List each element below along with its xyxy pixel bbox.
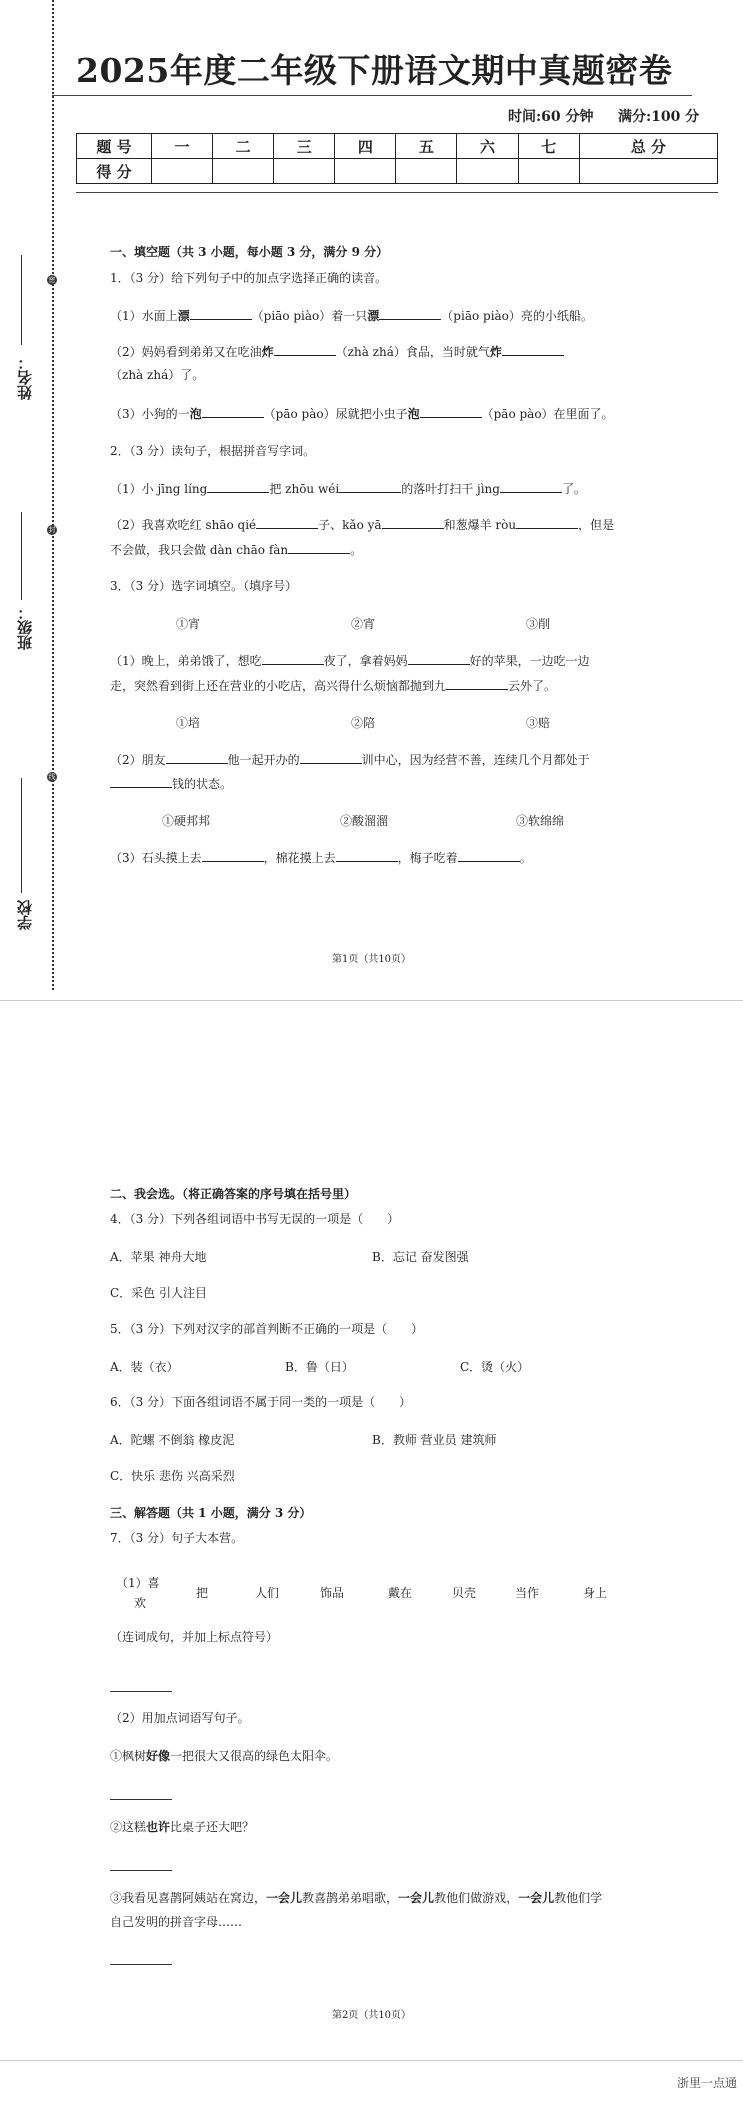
question-6: 6．（3 分）下面各组词语不属于同一类的一项是（ ） — [110, 1395, 412, 1409]
word-card: 把 — [196, 1586, 209, 1600]
word-card: 饰品 — [320, 1586, 345, 1600]
score-cell[interactable] — [213, 159, 274, 184]
answer-blank[interactable] — [166, 751, 228, 764]
text: ③我看见喜鹊阿姨站在窝边， — [110, 1891, 267, 1905]
text: 把 zhōu wéi — [269, 482, 340, 496]
text: （1）水面上 — [110, 309, 178, 323]
score-cell[interactable] — [518, 159, 579, 184]
option[interactable]: C．快乐 悲伤 兴高采烈 — [110, 1469, 235, 1483]
answer-blank[interactable] — [502, 343, 564, 356]
text: （1）晚上，弟弟饿了，想吃 — [110, 654, 262, 668]
score-cell: 题 号 — [77, 134, 152, 159]
answer-blank[interactable] — [446, 677, 508, 690]
word-card: 贝壳 — [452, 1586, 477, 1600]
text: 教喜鹊弟弟唱歌， — [302, 1891, 399, 1905]
score-cell[interactable] — [335, 159, 396, 184]
time-info: 时间:60 分钟 — [508, 109, 594, 125]
score-cell: 五 — [396, 134, 457, 159]
text: 不会做，我只会做 dàn chāo fàn — [110, 543, 289, 557]
answer-blank[interactable] — [339, 480, 401, 493]
text: 教他们学 — [554, 1891, 603, 1905]
dotted-char: 泡 — [189, 407, 202, 421]
answer-blank[interactable] — [190, 307, 252, 320]
score-cell[interactable] — [457, 159, 518, 184]
word-card: 欢 — [134, 1596, 147, 1610]
option: ①培 — [176, 716, 201, 730]
text: （zhà zhá）食品，当时就气 — [335, 345, 490, 359]
section-heading: 一、填空题（共 3 小题，每小题 3 分，满分 9 分） — [110, 245, 389, 259]
binding-dotted-line — [52, 0, 54, 990]
question-3-1-cont — [110, 677, 556, 695]
word-card: 戴在 — [388, 1586, 413, 1600]
text: 子、kǎo yā — [318, 518, 382, 532]
score-table — [76, 133, 718, 184]
answer-line[interactable] — [110, 1964, 172, 1965]
text: ，但是 — [578, 518, 615, 532]
text: 比桌子还大吧？ — [170, 1820, 255, 1834]
question-3: 3．（3 分）选字词填空。（填序号） — [110, 579, 298, 593]
text: ，梅子吃着 — [397, 851, 458, 865]
score-cell: 一 — [152, 134, 213, 159]
text: 他一起开办的 — [227, 753, 300, 767]
question-2: 2．（3 分）读句子，根据拼音写字词。 — [110, 444, 316, 458]
answer-blank[interactable] — [202, 849, 264, 862]
option[interactable]: C．采色 引人注目 — [110, 1286, 207, 1300]
text: 一把很大又很高的绿色太阳伞。 — [170, 1749, 339, 1763]
word-card: （1）喜 — [116, 1576, 160, 1590]
exam-page-2 — [0, 1010, 743, 2102]
question-7-2: （2）用加点词语写句子。 — [110, 1711, 250, 1725]
school-write-line[interactable] — [21, 778, 22, 893]
dotted-char: 漂 — [367, 309, 380, 323]
text: 夜了，拿着妈妈 — [323, 654, 408, 668]
question-2-1 — [110, 480, 586, 498]
text: （pāo pào）在里面了。 — [481, 407, 614, 421]
question-1-2-cont: （zhà zhá）了。 — [110, 368, 205, 382]
question-2-2-cont — [110, 541, 362, 559]
answer-blank[interactable] — [288, 541, 350, 554]
answer-blank[interactable] — [300, 751, 362, 764]
option[interactable]: B．鲁（日） — [285, 1360, 354, 1374]
word-card: 身上 — [583, 1586, 608, 1600]
answer-blank[interactable] — [202, 405, 264, 418]
text: （piāo piào）着一只 — [251, 309, 368, 323]
question-3-2 — [110, 751, 590, 769]
class-write-line[interactable] — [21, 512, 22, 600]
score-cell: 七 — [518, 134, 579, 159]
section-heading: 二、我会选。（将正确答案的序号填在括号里） — [110, 1187, 357, 1201]
word-card: 人们 — [255, 1586, 280, 1600]
text: 和葱爆羊 ròu — [443, 518, 517, 532]
score-cell: 三 — [274, 134, 335, 159]
text: 走，突然看到街上还在营业的小吃店，高兴得什么烦恼都抛到九 — [110, 679, 447, 693]
sentence-2 — [110, 1819, 254, 1836]
text: ②这糕 — [110, 1820, 147, 1834]
option: ①宵 — [176, 617, 201, 631]
page-footer: 第1页（共10页） — [331, 954, 412, 965]
option[interactable]: A．陀螺 不倒翁 橡皮泥 — [110, 1433, 235, 1447]
question-3-3 — [110, 849, 532, 867]
question-5: 5．（3 分）下列对汉字的部首判断不正确的一项是（ ） — [110, 1322, 424, 1336]
answer-blank[interactable] — [382, 516, 444, 529]
answer-blank[interactable] — [408, 652, 470, 665]
option[interactable]: A．装（衣） — [110, 1360, 179, 1374]
answer-line[interactable] — [110, 1799, 172, 1800]
dotted-word: 一会儿 — [398, 1891, 435, 1905]
answer-blank[interactable] — [207, 480, 269, 493]
score-cell: 得 分 — [77, 159, 152, 184]
score-cell: 六 — [457, 134, 518, 159]
name-write-line[interactable] — [21, 255, 22, 345]
text: （piāo piào）亮的小纸船。 — [441, 309, 593, 323]
score-cell: 四 — [335, 134, 396, 159]
option: ②宵 — [351, 617, 376, 631]
sentence-1 — [110, 1748, 338, 1765]
text: 钱的状态。 — [172, 777, 233, 791]
question-1-3 — [110, 405, 614, 423]
question-1-1 — [110, 307, 593, 325]
dotted-char: 炸 — [261, 345, 274, 359]
answer-blank[interactable] — [379, 307, 441, 320]
score-cell[interactable] — [579, 159, 717, 184]
dotted-word: 也许 — [146, 1820, 171, 1834]
score-cell: 二 — [213, 134, 274, 159]
sentence-3 — [110, 1890, 602, 1907]
page-title: 2025年度二年级下册语文期中真题密卷 — [76, 51, 673, 90]
text: ，棉花摸上去 — [263, 851, 336, 865]
dotted-word: 好像 — [146, 1749, 171, 1763]
option[interactable]: B．教师 营业员 建筑师 — [372, 1433, 497, 1447]
seal-mark: 密 — [48, 276, 56, 284]
sentence-3-cont: 自己发明的拼音字母…… — [110, 1915, 243, 1929]
question-1-2 — [110, 343, 564, 361]
question-7: 7．（3 分）句子大本营。 — [110, 1531, 244, 1545]
answer-blank[interactable] — [256, 516, 318, 529]
option[interactable]: B．忘记 奋发图强 — [372, 1250, 469, 1264]
text: （3）小狗的一 — [110, 407, 190, 421]
dotted-word: 一会儿 — [266, 1891, 303, 1905]
text: 教他们做游戏， — [434, 1891, 519, 1905]
seal-mark: 封 — [48, 526, 56, 534]
option[interactable]: C．烫（火） — [460, 1360, 530, 1374]
word-card: 当作 — [515, 1586, 540, 1600]
school-label: 学校 — [16, 900, 34, 930]
class-label: 班级： — [16, 605, 34, 650]
dotted-char: 炸 — [489, 345, 502, 359]
name-label: 姓名： — [16, 355, 34, 400]
question-2-2 — [110, 516, 614, 534]
page-separator — [0, 2060, 743, 2061]
score-table-header-row — [77, 134, 718, 159]
section-heading: 三、解答题（共 1 小题，满分 3 分） — [110, 1506, 312, 1520]
text: 的落叶打扫干 jìng — [401, 482, 500, 496]
answer-blank[interactable] — [110, 775, 172, 788]
text: 云外了。 — [508, 679, 557, 693]
exam-page-1 — [0, 0, 743, 990]
score-cell: 总 分 — [579, 134, 717, 159]
title-rule — [52, 95, 692, 96]
text: （2）妈妈看到弟弟又在吃油 — [110, 345, 262, 359]
watermark: 浙里一点通 — [676, 2076, 737, 2090]
text: （2）我喜欢吃红 shāo qié — [110, 518, 257, 532]
seal-mark: 线 — [48, 773, 56, 781]
answer-blank[interactable] — [420, 405, 482, 418]
option: ②陪 — [351, 716, 376, 730]
text: 了。 — [561, 482, 586, 496]
option: ③软绵绵 — [516, 814, 565, 828]
text: （2）朋友 — [110, 753, 166, 767]
text: （3）石头摸上去 — [110, 851, 202, 865]
answer-blank[interactable] — [336, 849, 398, 862]
page-separator — [0, 1000, 743, 1001]
answer-blank[interactable] — [500, 480, 562, 493]
page-footer: 第2页（共10页） — [331, 2010, 412, 2021]
text: （1）小 jīng líng — [110, 482, 208, 496]
text: 。 — [350, 543, 363, 557]
score-cell[interactable] — [274, 159, 335, 184]
text: ①枫树 — [110, 1749, 147, 1763]
answer-blank[interactable] — [458, 849, 520, 862]
dotted-char: 泡 — [407, 407, 420, 421]
answer-line[interactable] — [110, 1870, 172, 1871]
score-cell[interactable] — [152, 159, 213, 184]
question-3-2-cont — [110, 775, 232, 793]
text: 训中心，因为经营不善，连续几个月都处于 — [361, 753, 590, 767]
option: ③削 — [526, 617, 551, 631]
option: ①硬邦邦 — [162, 814, 211, 828]
option: ③赔 — [526, 716, 551, 730]
full-score-info: 满分:100 分 — [618, 109, 700, 125]
text: （pāo pào）尿就把小虫子 — [263, 407, 408, 421]
question-4: 4．（3 分）下列各组词语中书写无误的一项是（ ） — [110, 1212, 400, 1226]
option[interactable]: A．苹果 神舟大地 — [110, 1250, 207, 1264]
answer-blank[interactable] — [516, 516, 578, 529]
dotted-char: 漂 — [177, 309, 190, 323]
option: ②酸溜溜 — [340, 814, 389, 828]
question-7-1-note: （连词成句，并加上标点符号） — [110, 1630, 279, 1644]
answer-blank[interactable] — [274, 343, 336, 356]
table-rule — [76, 192, 718, 193]
question-1: 1．（3 分）给下列句子中的加点字选择正确的读音。 — [110, 271, 388, 285]
text: 好的苹果，一边吃一边 — [469, 654, 590, 668]
question-3-1 — [110, 652, 590, 670]
answer-line[interactable] — [110, 1691, 172, 1692]
dotted-word: 一会儿 — [518, 1891, 555, 1905]
score-cell[interactable] — [396, 159, 457, 184]
answer-blank[interactable] — [262, 652, 324, 665]
text: 。 — [519, 851, 532, 865]
score-table-score-row — [77, 159, 718, 184]
